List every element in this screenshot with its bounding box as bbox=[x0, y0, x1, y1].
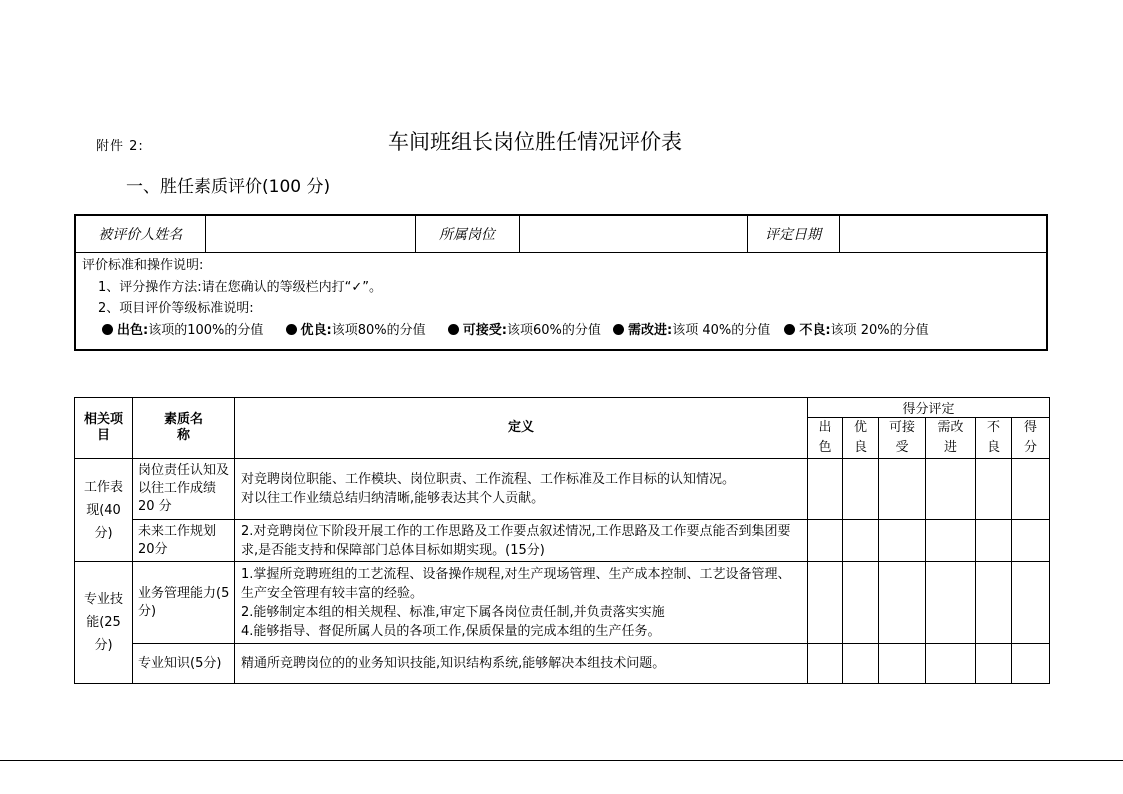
table-row bbox=[75, 520, 1050, 562]
instructions-cell bbox=[75, 253, 1047, 351]
name-label: 被评价人姓名 bbox=[75, 215, 205, 253]
score-cell[interactable] bbox=[879, 459, 926, 520]
score-col-good: 优良 bbox=[843, 418, 879, 459]
score-col-total: 得分 bbox=[1012, 418, 1050, 459]
evaluation-table bbox=[74, 397, 1050, 684]
score-cell[interactable] bbox=[976, 459, 1012, 520]
score-cell[interactable] bbox=[808, 520, 843, 562]
score-col-excellent: 出色 bbox=[808, 418, 843, 459]
definition-cell: 2.对竞聘岗位下阶段开展工作的工作思路及工作要点叙述情况,工作思路及工作要点能否到集团要求,是否能支持和保障部门总体目标如期实现。(15分) bbox=[235, 520, 808, 562]
definition-cell: 对竞聘岗位职能、工作模块、岗位职责、工作流程、工作标准及工作目标的认知情况。 对以往工作业绩总结归纳清晰,能够表达其个人贡献。 bbox=[235, 459, 808, 520]
score-cell[interactable] bbox=[1012, 562, 1050, 644]
score-cell[interactable] bbox=[926, 459, 976, 520]
grade-item: 不良:该项 20%的分值 bbox=[784, 323, 928, 338]
score-cell[interactable] bbox=[926, 644, 976, 684]
score-cell[interactable] bbox=[808, 644, 843, 684]
score-cell[interactable] bbox=[1012, 520, 1050, 562]
table-row bbox=[75, 562, 1050, 644]
grade-item: 优良:该项80%的分值 bbox=[286, 323, 426, 338]
score-cell[interactable] bbox=[976, 520, 1012, 562]
grade-item: 可接受:该项60%的分值 bbox=[448, 323, 601, 338]
grade-item: 出色:该项的100%的分值 bbox=[102, 323, 263, 338]
attachment-label: 附件 2: bbox=[96, 139, 144, 154]
competency-name: 岗位责任认知及以往工作成绩 20 分 bbox=[133, 459, 235, 520]
grade-item: 需改进:该项 40%的分值 bbox=[613, 323, 770, 338]
definition-cell: 1.掌握所竞聘班组的工艺流程、设备操作规程,对生产现场管理、生产成本控制、工艺设备管理、生产安全管理有较丰富的经验。 2.能够制定本组的相关规程、标准,审定下属各岗位责任制,并负责落实实施 4.能够指导、督促所属人员的各项工作,保质保量的完成本组的生产任务。 bbox=[235, 562, 808, 644]
header-item: 相关项目 bbox=[75, 398, 133, 459]
score-cell[interactable] bbox=[808, 459, 843, 520]
competency-name: 未来工作规划 20分 bbox=[133, 520, 235, 562]
score-cell[interactable] bbox=[1012, 644, 1050, 684]
score-cell[interactable] bbox=[879, 520, 926, 562]
table-row bbox=[75, 644, 1050, 684]
bullet-icon bbox=[102, 324, 113, 335]
bullet-icon bbox=[286, 324, 297, 335]
score-cell[interactable] bbox=[879, 644, 926, 684]
section-heading: 一、胜任素质评价(100 分) bbox=[126, 177, 331, 197]
score-cell[interactable] bbox=[843, 644, 879, 684]
position-label: 所属岗位 bbox=[415, 215, 519, 253]
method-text: 1、评分操作方法:请在您确认的等级栏内打“✓”。 bbox=[98, 279, 383, 295]
date-label: 评定日期 bbox=[747, 215, 839, 253]
grade-legend bbox=[82, 320, 1040, 342]
header-name: 素质名称 bbox=[133, 398, 235, 459]
instructions-title: 评价标准和操作说明: bbox=[82, 258, 204, 273]
score-col-improve: 需改进 bbox=[926, 418, 976, 459]
grades-title: 2、项目评价等级标准说明: bbox=[98, 301, 254, 316]
score-cell[interactable] bbox=[926, 562, 976, 644]
definition-cell: 精通所竞聘岗位的的业务知识技能,知识结构系统,能够解决本组技术问题。 bbox=[235, 644, 808, 684]
score-cell[interactable] bbox=[926, 520, 976, 562]
header-definition: 定义 bbox=[235, 398, 808, 459]
position-field[interactable] bbox=[519, 215, 747, 253]
score-cell[interactable] bbox=[843, 459, 879, 520]
score-cell[interactable] bbox=[879, 562, 926, 644]
category-professional-skills: 专业技能(25分) bbox=[75, 562, 133, 684]
page-title: 车间班组长岗位胜任情况评价表 bbox=[388, 130, 682, 154]
header-score: 得分评定 bbox=[808, 398, 1050, 418]
competency-name: 专业知识(5分) bbox=[133, 644, 235, 684]
date-field[interactable] bbox=[839, 215, 1047, 253]
score-cell[interactable] bbox=[976, 644, 1012, 684]
score-cell[interactable] bbox=[808, 562, 843, 644]
category-work-performance: 工作表现(40分) bbox=[75, 459, 133, 562]
score-col-acceptable: 可接受 bbox=[879, 418, 926, 459]
score-cell[interactable] bbox=[1012, 459, 1050, 520]
bullet-icon bbox=[448, 324, 459, 335]
bullet-icon bbox=[613, 324, 624, 335]
page-divider bbox=[0, 760, 1123, 761]
score-cell[interactable] bbox=[843, 520, 879, 562]
competency-name: 业务管理能力(5分) bbox=[133, 562, 235, 644]
score-cell[interactable] bbox=[843, 562, 879, 644]
info-table bbox=[74, 214, 1048, 351]
table-row bbox=[75, 459, 1050, 520]
bullet-icon bbox=[784, 324, 795, 335]
name-field[interactable] bbox=[205, 215, 415, 253]
score-cell[interactable] bbox=[976, 562, 1012, 644]
score-col-poor: 不良 bbox=[976, 418, 1012, 459]
